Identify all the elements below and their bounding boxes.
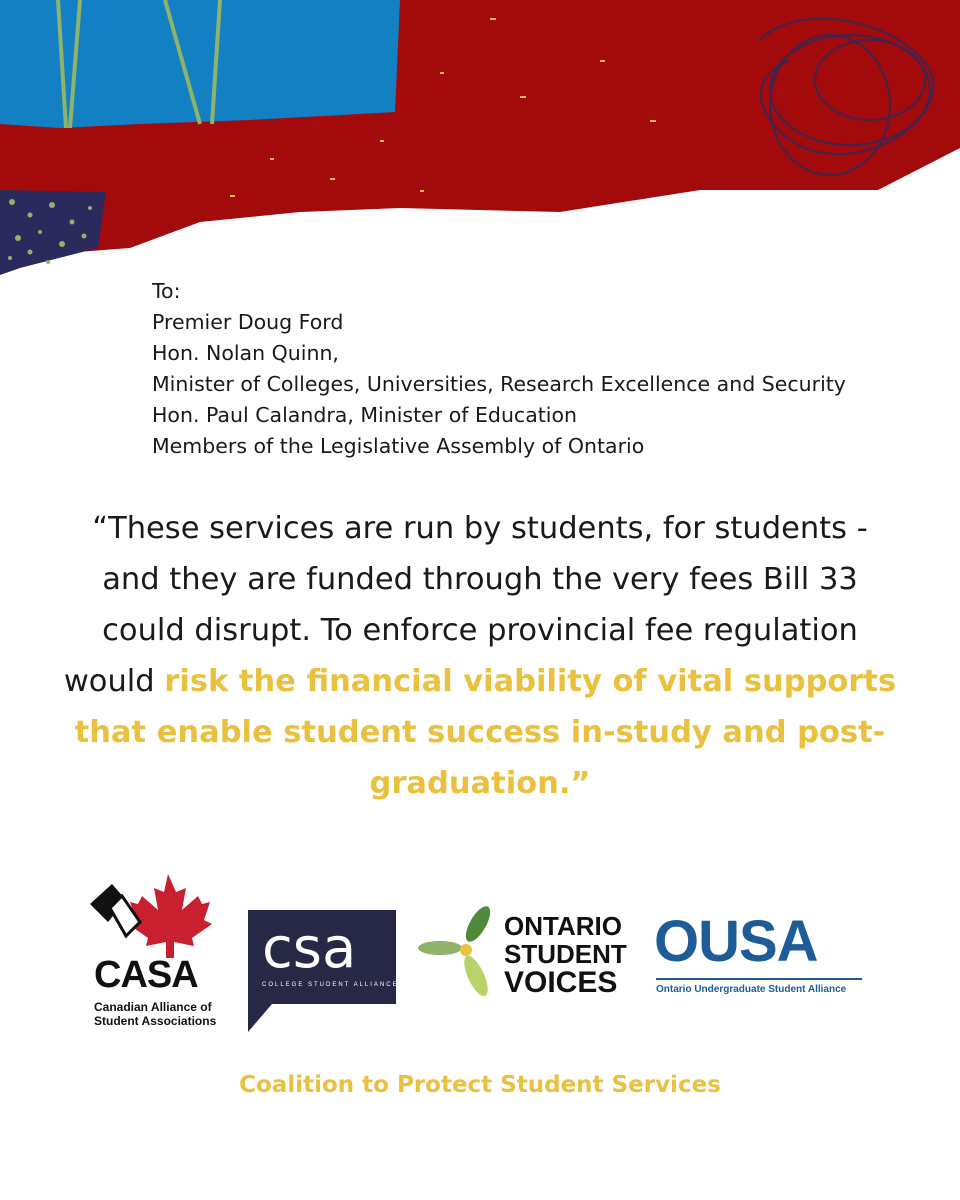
osv-line1: ONTARIO (504, 911, 622, 941)
quote-plain-text: “These services are run by students, for students - and they are funded through the very fees Bill 33 could disrupt. To enforce provincial fee regulation would (63, 511, 868, 699)
casa-wordmark: CASA (94, 954, 198, 996)
recipient-line: Minister of Colleges, Universities, Research Excellence and Security (152, 372, 846, 396)
ousa-divider (656, 978, 862, 980)
maple-leaf-icon (86, 870, 226, 960)
recipient-line: Hon. Nolan Quinn, (152, 341, 339, 365)
quote-block (60, 503, 900, 809)
osv-line3: VOICES (504, 966, 618, 999)
csa-wordmark: csa (262, 916, 357, 981)
to-label: To: (152, 279, 181, 303)
coalition-footer: Coalition to Protect Student Services (239, 1072, 721, 1098)
recipient-list (152, 276, 932, 462)
ousa-wordmark: OUSA (654, 909, 818, 974)
casa-subtitle-line2: Student Associations (94, 1014, 217, 1028)
ousa-subtitle: Ontario Undergraduate Student Alliance (656, 984, 847, 995)
recipient-line: Premier Doug Ford (152, 310, 344, 334)
trillium-icon (418, 906, 504, 1002)
casa-logo (86, 870, 226, 1030)
ontario-student-voices-logo (418, 906, 630, 1002)
osv-line2: STUDENT (504, 939, 627, 969)
csa-subtitle: COLLEGE STUDENT ALLIANCE (262, 982, 399, 988)
recipient-line: Hon. Paul Calandra, Minister of Education (152, 403, 578, 427)
quote-highlight-text: risk the financial viability of vital supports that enable student success in-study and post-graduation.” (74, 664, 897, 801)
csa-logo (248, 910, 398, 1034)
decorative-banner (0, 0, 960, 300)
casa-subtitle-line1: Canadian Alliance of (94, 1000, 212, 1014)
ousa-logo (654, 910, 866, 1002)
recipient-line: Members of the Legislative Assembly of Ontario (152, 434, 645, 458)
